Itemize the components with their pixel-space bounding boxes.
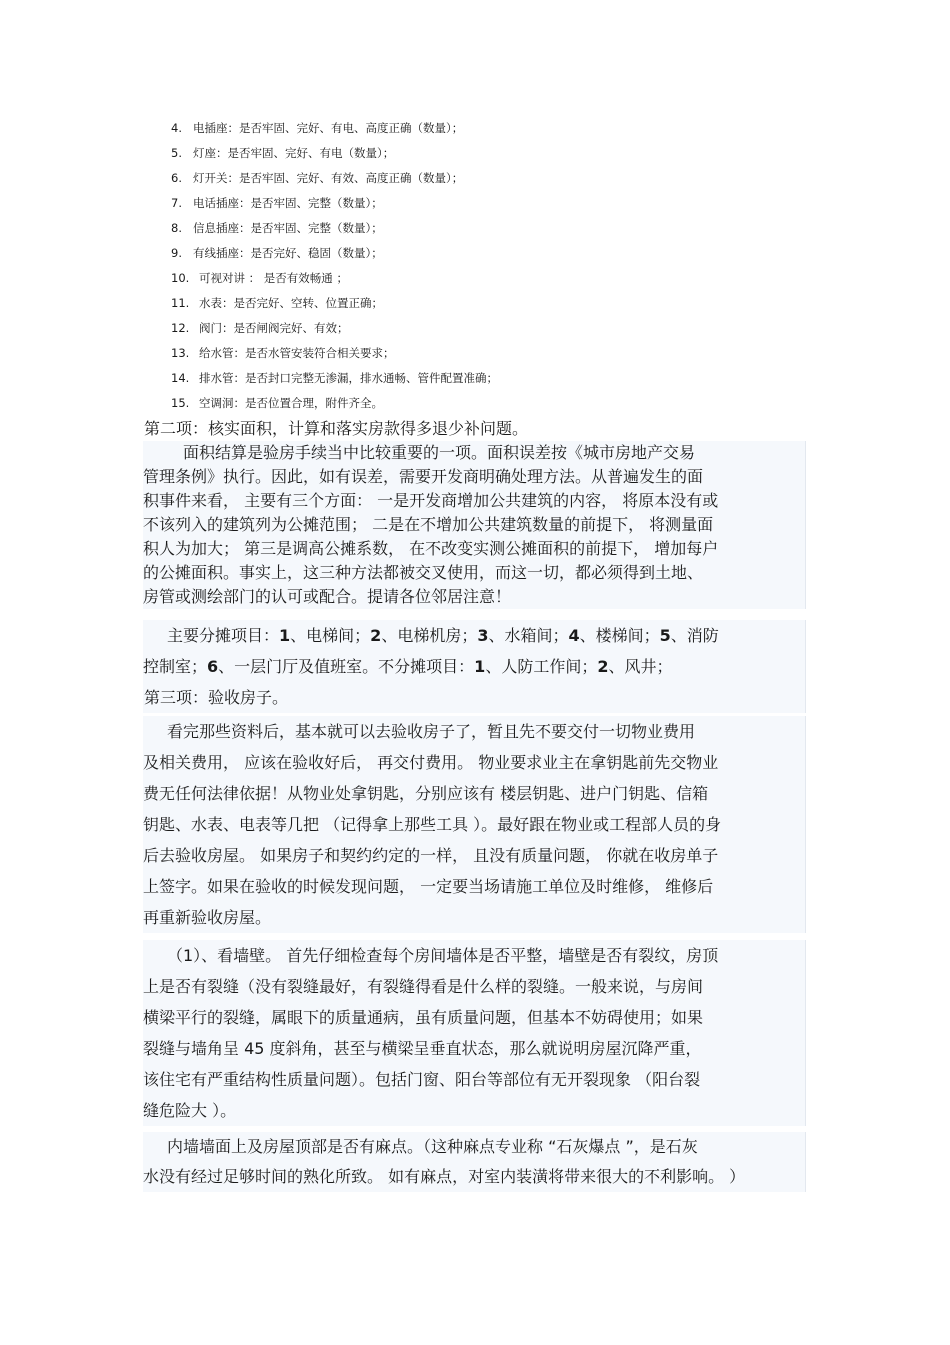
list-item [171, 116, 791, 141]
paragraph-line: （1）、看墙壁。 首先仔细检查每个房间墙体是否平整，墙壁是否有裂纹，房顶 [167, 946, 719, 965]
text-span: 、风井； [608, 657, 673, 676]
paragraph-line: 裂缝与墙角呈 45 度斜角，甚至与横梁呈垂直状态，那么就说明房屋沉降严重， [143, 1039, 702, 1058]
paragraph-line: 房管或测绘部门的认可或配合。提请各位邻居注意！ [143, 587, 512, 606]
item-number: 8. [171, 221, 182, 235]
item-number: 5. [171, 146, 182, 160]
paragraph-line: 看完那些资料后，基本就可以去验收房子了，暂且先不要交付一切物业费用 [167, 722, 696, 741]
text-span: 主要分摊项目： [167, 626, 280, 645]
item-number: 13. [171, 346, 190, 360]
list-item [171, 241, 791, 266]
paragraph-line: 水没有经过足够时间的熟化所致。 如有麻点，对室内装潢将带来很大的不利影响。 ） [143, 1167, 746, 1186]
paragraph-line: 横梁平行的裂缝，属眼下的质量通病，虽有质量问题，但基本不妨碍使用；如果 [143, 1008, 704, 1027]
item-text: 电插座：是否牢固、完好、有电、高度正确（数量）； [193, 121, 464, 135]
paragraph-line: 该住宅有严重结构性质量问题）。包括门窗、阳台等部位有无开裂现象 （阳台裂 [143, 1070, 701, 1089]
paragraph-line: 缝危险大 ）。 [143, 1101, 237, 1120]
item-text: 阀门：是否闸阀完好、有效； [199, 321, 349, 335]
paragraph-line: 上签字。如果在验收的时候发现问题， 一定要当场请施工单位及时维修， 维修后 [143, 877, 714, 896]
list-item [171, 266, 791, 291]
shared-items-line [143, 620, 805, 651]
text-span: 2 [370, 626, 382, 645]
text-span: 、一层门厅及值班室。不分摊项目： [218, 657, 475, 676]
paragraph-line: 钥匙、水表、电表等几把 （记得拿上那些工具 ）。最好跟在物业或工程部人员的身 [143, 815, 722, 834]
shared-items-panel [143, 620, 806, 713]
text-span: 、消防 [670, 626, 719, 645]
section3-heading: 第三项：验收房子。 [144, 688, 289, 707]
lime-spot-panel [143, 1132, 806, 1192]
list-item [171, 366, 791, 391]
text-span: 3 [477, 626, 489, 645]
paragraph-line: 费无任何法律依据！从物业处拿钥匙，分别应该有 楼层钥匙、进户门钥匙、信箱 [143, 784, 709, 803]
paragraph-line: 上是否有裂缝（没有裂缝最好，有裂缝得看是什么样的裂缝。一般来说，与房间 [143, 977, 704, 996]
item-text: 有线插座：是否完好、稳固（数量）； [193, 246, 383, 260]
item-text: 给水管：是否水管安装符合相关要求； [199, 346, 395, 360]
text-span: 、人防工作间； [485, 657, 598, 676]
item-text: 空调洞：是否位置合理，附件齐全。 [199, 396, 383, 410]
paragraph-line: 不该列入的建筑列为公摊范围； 二是在不增加公共建筑数量的前提下， 将测量面 [143, 515, 714, 534]
shared-items-line [143, 651, 805, 682]
list-item [171, 316, 791, 341]
paragraph-line: 再重新验收房屋。 [143, 908, 272, 927]
paragraph-line: 积事件来看， 主要有三个方面： 一是开发商增加公共建筑的内容， 将原本没有或 [143, 491, 719, 510]
item-text: 灯座：是否牢固、完好、有电（数量）； [193, 146, 395, 160]
paragraph-line: 及相关费用， 应该在验收好后， 再交付费用。 物业要求业主在拿钥匙前先交物业 [143, 753, 719, 772]
list-item [171, 141, 791, 166]
item-number: 9. [171, 246, 182, 260]
item-text: 灯开关：是否牢固、完好、有效、高度正确（数量）； [193, 171, 464, 185]
text-span: 2 [597, 657, 609, 676]
list-item [171, 291, 791, 316]
item-text: 水表：是否完好、空转、位置正确； [199, 296, 383, 310]
item-number: 14. [171, 371, 190, 385]
text-span: 1 [474, 657, 486, 676]
paragraph-line: 面积结算是验房手续当中比较重要的一项。面积误差按《城市房地产交易 [183, 443, 696, 462]
item-text: 信息插座：是否牢固、完整（数量）； [193, 221, 383, 235]
item-text: 电话插座：是否牢固、完整（数量）； [193, 196, 383, 210]
item-number: 4. [171, 121, 182, 135]
list-item [171, 341, 791, 366]
text-span: 控制室； [143, 657, 208, 676]
list-item [171, 391, 791, 416]
text-span: 、电梯机房； [381, 626, 478, 645]
text-span: 、楼梯间； [579, 626, 660, 645]
paragraph-line: 的公摊面积。事实上，这三种方法都被交叉使用，而这一切，都必须得到土地、 [143, 563, 704, 582]
text-span: 1 [279, 626, 291, 645]
text-span: 、水箱间； [488, 626, 569, 645]
text-span: 5 [659, 626, 671, 645]
item-number: 7. [171, 196, 182, 210]
item-number: 11. [171, 296, 190, 310]
area-calculation-panel [143, 441, 806, 609]
item-number: 12. [171, 321, 190, 335]
inspection-checklist [171, 116, 791, 416]
item-text: 可视对讲 ： 是否有效畅通 ； [199, 271, 348, 285]
text-span: 6 [207, 657, 219, 676]
section2-heading: 第二项：核实面积，计算和落实房款得多退少补问题。 [144, 419, 529, 438]
text-span: 4 [568, 626, 580, 645]
paragraph-line: 积人为加大； 第三是调高公摊系数， 在不改变实测公摊面积的前提下， 增加每户 [143, 539, 719, 558]
wall-check-panel [143, 940, 806, 1126]
list-item [171, 166, 791, 191]
paragraph-line: 内墙墙面上及房屋顶部是否有麻点。（这种麻点专业称 “石灰爆点 ”，是石灰 [167, 1137, 698, 1156]
item-number: 6. [171, 171, 182, 185]
house-inspection-panel [143, 716, 806, 933]
item-number: 15. [171, 396, 190, 410]
paragraph-line: 后去验收房屋。 如果房子和契约约定的一样， 且没有质量问题， 你就在收房单子 [143, 846, 719, 865]
paragraph-line: 管理条例》执行。因此，如有误差，需要开发商明确处理方法。从普遍发生的面 [143, 467, 704, 486]
list-item [171, 191, 791, 216]
item-text: 排水管：是否封口完整无渗漏，排水通畅、管件配置准确； [199, 371, 498, 385]
list-item [171, 216, 791, 241]
item-number: 10. [171, 271, 190, 285]
text-span: 、电梯间； [290, 626, 371, 645]
